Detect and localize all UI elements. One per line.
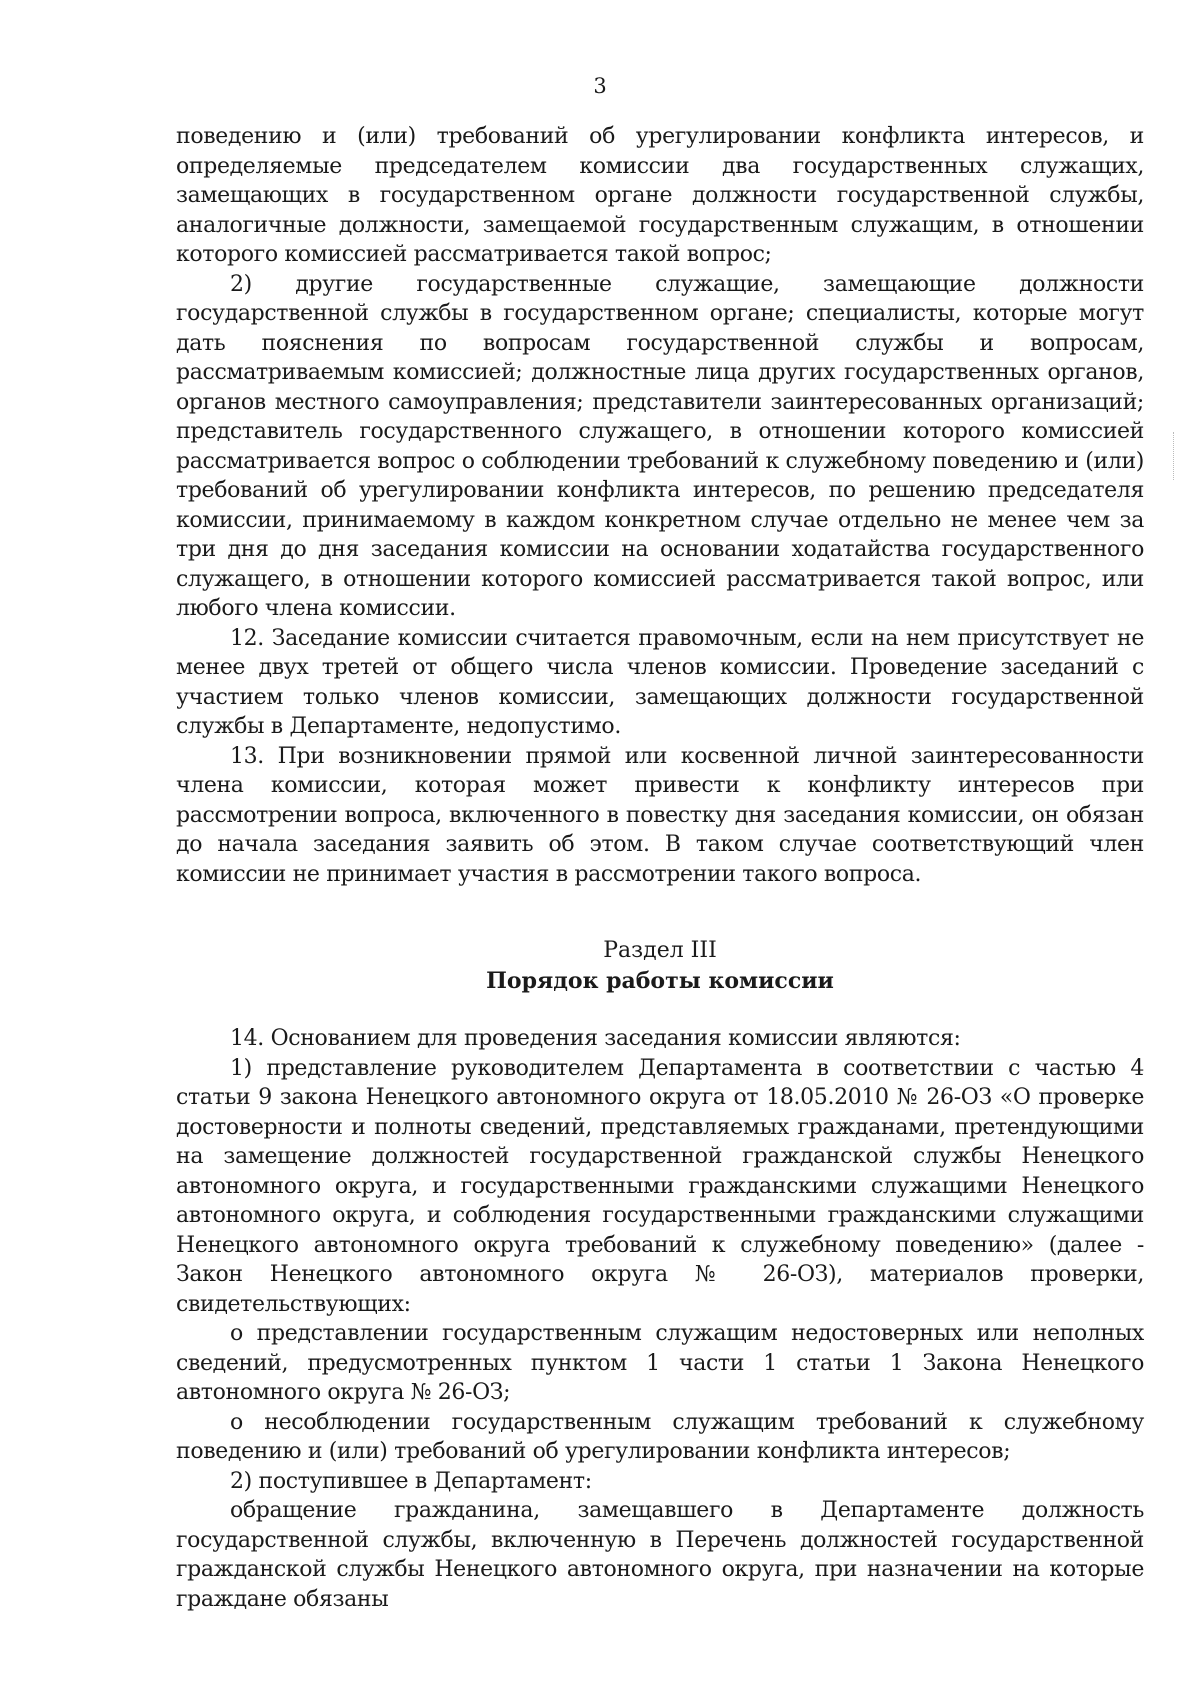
paragraph: о представлении государственным служащим недостоверных или неполных сведений, предусмотренных пунктом 1 части 1 статьи 1 Закона Ненецкого автономного округа № 26-ОЗ; — [176, 1321, 1144, 1405]
paragraph: 13. При возникновении прямой или косвенной личной заинтересованности члена комиссии, которая может привести к конфликту интересов при рассмотрении вопроса, включенного в повестку дня заседания комиссии, он обязан до начала заседания заявить об этом. В таком случае соответствующий член комиссии не принимает участия в рассмотрении такого вопроса. — [176, 743, 1144, 887]
page-number: 3 — [593, 74, 607, 98]
scan-margin-marks — [1173, 432, 1176, 480]
paragraph: 14. Основанием для проведения заседания комиссии являются: — [230, 1026, 961, 1051]
body-text-bottom — [176, 1024, 1144, 1614]
paragraph: о несоблюдении государственным служащим требований к служебному поведению и (или) требований об урегулировании конфликта интересов; — [176, 1409, 1144, 1464]
paragraph: 2) поступившее в Департамент: — [230, 1468, 592, 1494]
paragraph: поведению и (или) требований об урегулировании конфликта интересов, и определяемые председателем комиссии два государственных служащих, замещающих в государственном органе должности государственной службы, аналогичные должности, замещаемой государственным служащим, в отношении которого комиссией рассматривается такой вопрос; — [176, 124, 1144, 267]
section-heading — [176, 936, 1144, 996]
body-text-top — [176, 122, 1144, 889]
section-label: Раздел III — [603, 938, 717, 963]
paragraph: обращение гражданина, замещавшего в Департаменте должность государственной службы, включенную в Перечень должностей государственной гражданской службы Ненецкого автономного округа, при назначении на которые граждане обязаны — [176, 1498, 1144, 1612]
paragraph: 1) представление руководителем Департамента в соответствии с частью 4 статьи 9 закона Ненецкого автономного округа от 18.05.2010 № 26-ОЗ «О проверке достоверности и полноты сведений, представляемых гражданами, претендующими на замещение должностей государственной гражданской службы Ненецкого автономного округа, и государственными гражданскими служащими Ненецкого автономного округа, и соблюдения государственными гражданскими служащими Ненецкого автономного округа требований к служебному поведению» (далее - Закон Ненецкого автономного округа № 26-ОЗ), материалов проверки, свидетельствующих: — [176, 1055, 1144, 1317]
section-title: Порядок работы комиссии — [486, 968, 834, 994]
paragraph: 12. Заседание комиссии считается правомочным, если на нем присутствует не менее двух третей от общего числа членов комиссии. Проведение заседаний с участием только членов комиссии, замещающих должности государственной службы в Департаменте, недопустимо. — [176, 625, 1144, 739]
paragraph: 2) другие государственные служащие, замещающие должности государственной службы в государственном органе; специалисты, которые могут дать пояснения по вопросам государственной службы и вопросам, рассматриваемым комиссией; должностные лица других государственных органов, органов местного самоуправления; представители заинтересованных организаций; представитель государственного служащего, в отношении которого комиссией рассматривается вопрос о соблюдении требований к служебному поведению и (или) требований об урегулировании конфликта интересов, по решению председателя комиссии, принимаемому в каждом конкретном случае отдельно не менее чем за три дня до дня заседания комиссии на основании ходатайства государственного служащего, в отношении которого комиссией рассматривается такой вопрос, или любого члена комиссии. — [176, 271, 1144, 621]
